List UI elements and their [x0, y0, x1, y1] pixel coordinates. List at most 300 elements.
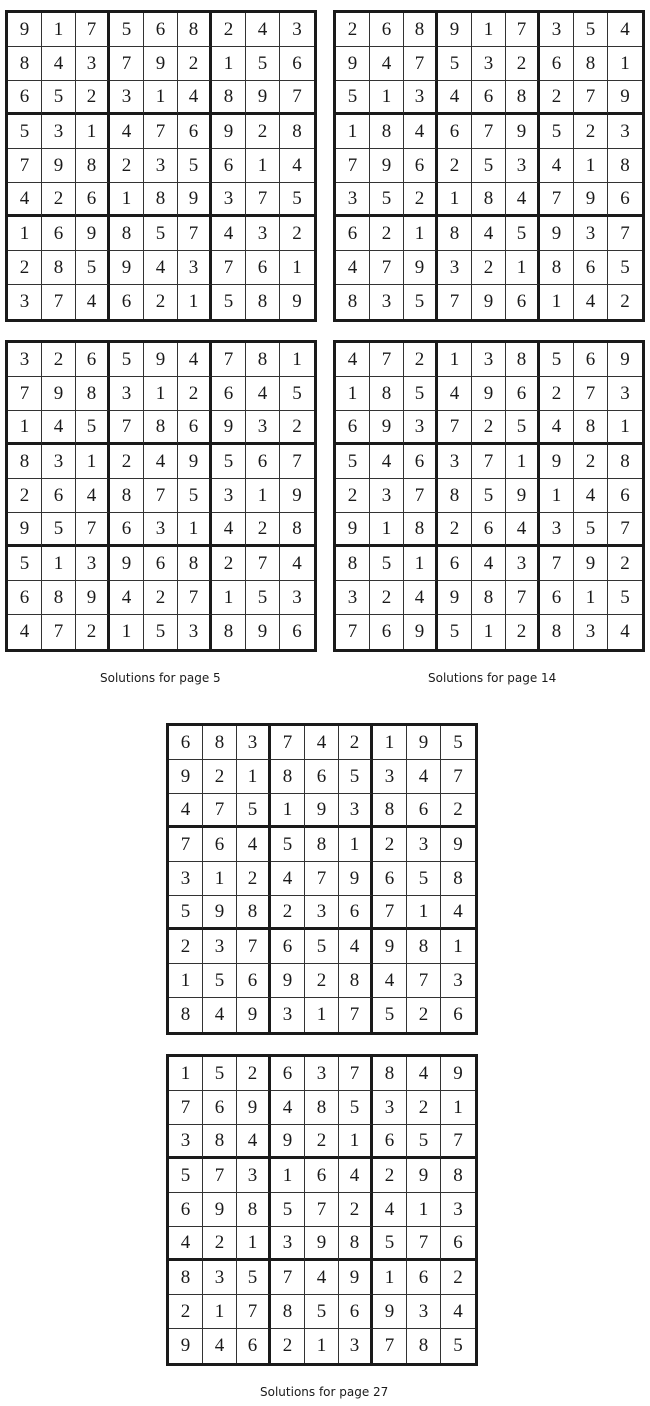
sudoku-cell: 6 [441, 1227, 475, 1261]
sudoku-cell: 3 [203, 930, 237, 964]
sudoku-cell: 5 [76, 411, 110, 445]
sudoku-cell: 6 [407, 1261, 441, 1295]
sudoku-cell: 7 [212, 251, 246, 285]
sudoku-cell: 8 [305, 828, 339, 862]
sudoku-cell: 5 [169, 1159, 203, 1193]
sudoku-cell: 7 [305, 862, 339, 896]
sudoku-cell: 3 [178, 251, 212, 285]
sudoku-cell: 2 [339, 726, 373, 760]
sudoku-cell: 7 [246, 547, 280, 581]
sudoku-cell: 9 [76, 581, 110, 615]
sudoku-cell: 1 [271, 1159, 305, 1193]
sudoku-cell: 4 [144, 445, 178, 479]
sudoku-cell: 5 [212, 285, 246, 319]
sudoku-cell: 5 [280, 183, 314, 217]
sudoku-cell: 8 [370, 115, 404, 149]
sudoku-cell: 3 [407, 1295, 441, 1329]
sudoku-cell: 9 [608, 343, 642, 377]
sudoku-cell: 1 [441, 930, 475, 964]
sudoku-cell: 5 [8, 547, 42, 581]
sudoku-cell: 6 [339, 896, 373, 930]
sudoku-cell: 3 [370, 285, 404, 319]
sudoku-cell: 7 [76, 13, 110, 47]
sudoku-cell: 4 [42, 47, 76, 81]
sudoku-cell: 3 [608, 115, 642, 149]
sudoku-cell: 5 [280, 377, 314, 411]
sudoku-cell: 3 [246, 217, 280, 251]
sudoku-cell: 9 [8, 513, 42, 547]
sudoku-cell: 9 [280, 479, 314, 513]
sudoku-cell: 1 [608, 47, 642, 81]
sudoku-cell: 5 [178, 149, 212, 183]
sudoku-cell: 6 [271, 1057, 305, 1091]
sudoku-cell: 9 [144, 343, 178, 377]
sudoku-cell: 1 [8, 411, 42, 445]
sudoku-cell: 4 [506, 513, 540, 547]
sudoku-cell: 2 [246, 513, 280, 547]
sudoku-cell: 2 [574, 115, 608, 149]
sudoku-cell: 9 [305, 1227, 339, 1261]
sudoku-cell: 3 [42, 445, 76, 479]
sudoku-cell: 5 [169, 896, 203, 930]
sudoku-cell: 2 [407, 998, 441, 1032]
sudoku-cell: 2 [76, 81, 110, 115]
sudoku-cell: 6 [472, 81, 506, 115]
sudoku-cell: 8 [280, 513, 314, 547]
sudoku-cell: 6 [203, 828, 237, 862]
sudoku-cell: 2 [203, 760, 237, 794]
sudoku-cell: 3 [339, 1329, 373, 1363]
sudoku-cell: 4 [212, 513, 246, 547]
sudoku-cell: 4 [305, 726, 339, 760]
sudoku-cell: 7 [305, 1193, 339, 1227]
sudoku-cell: 6 [246, 445, 280, 479]
sudoku-cell: 3 [540, 513, 574, 547]
sudoku-cell: 9 [339, 1261, 373, 1295]
sudoku-cell: 1 [506, 251, 540, 285]
sudoku-cell: 6 [144, 13, 178, 47]
sudoku-cell: 1 [441, 1091, 475, 1125]
sudoku-cell: 2 [178, 47, 212, 81]
sudoku-cell: 7 [540, 183, 574, 217]
sudoku-cell: 6 [8, 81, 42, 115]
sudoku-cell: 6 [237, 1329, 271, 1363]
sudoku-cell: 9 [42, 377, 76, 411]
sudoku-cell: 7 [472, 445, 506, 479]
sudoku-cell: 3 [608, 377, 642, 411]
sudoku-cell: 8 [110, 479, 144, 513]
sudoku-cell: 9 [574, 183, 608, 217]
sudoku-cell: 3 [574, 217, 608, 251]
sudoku-cell: 1 [370, 513, 404, 547]
sudoku-cell: 1 [246, 149, 280, 183]
sudoku-cell: 9 [608, 81, 642, 115]
sudoku-cell: 8 [237, 896, 271, 930]
sudoku-cell: 1 [76, 115, 110, 149]
sudoku-cell: 6 [407, 794, 441, 828]
sudoku-cell: 4 [620, 621, 630, 642]
sudoku-cell: 5 [271, 828, 305, 862]
sudoku-cell: 4 [540, 149, 574, 183]
sudoku-cell: 2 [540, 81, 574, 115]
sudoku-cell: 5 [203, 1057, 237, 1091]
sudoku-cell: 8 [336, 547, 370, 581]
sudoku-cell: 4 [404, 115, 438, 149]
sudoku-cell: 1 [438, 183, 472, 217]
sudoku-cell: 8 [441, 1159, 475, 1193]
sudoku-cell: 9 [339, 862, 373, 896]
sudoku-cell: 6 [110, 285, 144, 319]
sudoku-cell: 8 [608, 445, 642, 479]
sudoku-cell: 9 [237, 1091, 271, 1125]
sudoku-cell: 3 [169, 862, 203, 896]
sudoku-cell: 2 [203, 1227, 237, 1261]
sudoku-cell: 6 [178, 411, 212, 445]
sudoku-cell: 3 [574, 615, 608, 649]
sudoku-cell: 7 [144, 479, 178, 513]
sudoku-cell: 1 [203, 862, 237, 896]
sudoku-cell: 6 [305, 760, 339, 794]
sudoku-cell: 9 [203, 1193, 237, 1227]
sudoku-cell: 8 [339, 964, 373, 998]
sudoku-cell: 8 [441, 862, 475, 896]
sudoku-cell: 2 [472, 411, 506, 445]
sudoku-cell: 1 [178, 513, 212, 547]
sudoku-cell: 1 [404, 547, 438, 581]
sudoku-cell: 5 [212, 445, 246, 479]
sudoku-cell: 9 [246, 81, 280, 115]
sudoku-cell: 4 [472, 547, 506, 581]
sudoku-cell: 3 [110, 81, 144, 115]
sudoku-cell: 1 [305, 998, 339, 1032]
sudoku-cell: 7 [404, 47, 438, 81]
sudoku-cell: 3 [42, 115, 76, 149]
sudoku-cell: 3 [305, 896, 339, 930]
sudoku-cell: 4 [280, 547, 314, 581]
sudoku-cell: 8 [540, 251, 574, 285]
sudoku-cell: 4 [407, 1057, 441, 1091]
sudoku-cell: 1 [472, 13, 506, 47]
sudoku-cell: 8 [438, 479, 472, 513]
sudoku-cell: 2 [271, 1329, 305, 1363]
sudoku-solution-grid-1 [5, 10, 317, 322]
sudoku-cell: 1 [203, 1295, 237, 1329]
sudoku-cell: 6 [169, 726, 203, 760]
sudoku-cell: 2 [441, 1261, 475, 1295]
sudoku-cell: 5 [110, 13, 144, 47]
sudoku-cell: 8 [438, 217, 472, 251]
sudoku-cell: 5 [370, 183, 404, 217]
sudoku-cell: 8 [144, 183, 178, 217]
sudoku-cell: 7 [280, 445, 314, 479]
sudoku-cell: 1 [110, 615, 144, 649]
sudoku-cell: 8 [305, 1091, 339, 1125]
sudoku-cell: 8 [339, 1227, 373, 1261]
sudoku-cell: 2 [540, 377, 574, 411]
sudoku-cell: 4 [110, 115, 144, 149]
sudoku-cell: 2 [336, 13, 370, 47]
sudoku-cell: 3 [336, 581, 370, 615]
sudoku-cell: 8 [404, 13, 438, 47]
sudoku-cell: 9 [540, 217, 574, 251]
sudoku-cell: 5 [203, 964, 237, 998]
sudoku-cell: 6 [404, 149, 438, 183]
sudoku-cell: 7 [506, 13, 540, 47]
sudoku-cell: 2 [237, 862, 271, 896]
sudoku-cell: 6 [305, 1159, 339, 1193]
sudoku-cell: 9 [178, 183, 212, 217]
sudoku-cell: 8 [336, 285, 370, 319]
sudoku-cell: 4 [76, 479, 110, 513]
sudoku-cell: 4 [407, 760, 441, 794]
sudoku-cell: 4 [212, 217, 246, 251]
sudoku-cell: 1 [574, 149, 608, 183]
sudoku-cell: 4 [271, 1091, 305, 1125]
sudoku-cell: 7 [169, 828, 203, 862]
sudoku-cell: 4 [246, 377, 280, 411]
sudoku-cell: 7 [608, 217, 642, 251]
sudoku-cell: 5 [336, 445, 370, 479]
sudoku-cell: 3 [212, 479, 246, 513]
sudoku-cell: 5 [305, 1295, 339, 1329]
sudoku-cell: 8 [178, 13, 212, 47]
sudoku-cell: 2 [280, 217, 314, 251]
sudoku-cell: 5 [8, 115, 42, 149]
sudoku-cell: 1 [280, 251, 314, 285]
sudoku-cell: 2 [110, 445, 144, 479]
sudoku-solution-grid-5 [166, 723, 478, 1035]
sudoku-cell: 4 [506, 183, 540, 217]
sudoku-cell: 9 [370, 411, 404, 445]
sudoku-cell: 7 [237, 930, 271, 964]
sudoku-cell: 6 [212, 377, 246, 411]
sudoku-cell: 4 [441, 896, 475, 930]
sudoku-cell: 3 [280, 13, 314, 47]
sudoku-cell: 9 [370, 149, 404, 183]
sudoku-cell: 7 [271, 726, 305, 760]
sudoku-cell: 7 [441, 1125, 475, 1159]
sudoku-cell: 4 [203, 1329, 237, 1363]
sudoku-cell: 9 [472, 285, 506, 319]
sudoku-cell: 1 [169, 964, 203, 998]
sudoku-cell: 1 [212, 581, 246, 615]
sudoku-cell: 2 [169, 930, 203, 964]
sudoku-cell: 2 [246, 115, 280, 149]
sudoku-cell: 6 [144, 547, 178, 581]
sudoku-cell: 7 [280, 81, 314, 115]
sudoku-cell: 9 [110, 251, 144, 285]
sudoku-cell: 4 [237, 1125, 271, 1159]
sudoku-cell: 2 [506, 615, 540, 649]
sudoku-cell: 6 [339, 1295, 373, 1329]
sudoku-cell: 6 [76, 183, 110, 217]
sudoku-cell: 2 [8, 479, 42, 513]
sudoku-cell: 9 [246, 615, 280, 649]
sudoku-cell: 9 [169, 1329, 203, 1363]
sudoku-cell: 4 [42, 411, 76, 445]
sudoku-cell: 6 [540, 47, 574, 81]
sudoku-cell: 7 [608, 513, 642, 547]
sudoku-cell: 7 [438, 411, 472, 445]
sudoku-cell: 5 [336, 81, 370, 115]
sudoku-cell: 8 [608, 149, 642, 183]
sudoku-cell: 3 [212, 183, 246, 217]
sudoku-cell: 4 [438, 377, 472, 411]
sudoku-cell: 1 [212, 47, 246, 81]
sudoku-cell: 4 [280, 149, 314, 183]
sudoku-cell: 7 [76, 513, 110, 547]
sudoku-cell: 5 [438, 615, 472, 649]
sudoku-cell: 3 [169, 1125, 203, 1159]
sudoku-cell: 7 [339, 1057, 373, 1091]
sudoku-cell: 7 [407, 964, 441, 998]
sudoku-cell: 3 [76, 47, 110, 81]
sudoku-cell: 8 [246, 343, 280, 377]
sudoku-cell: 5 [540, 115, 574, 149]
sudoku-cell: 1 [144, 377, 178, 411]
sudoku-cell: 7 [42, 285, 76, 319]
sudoku-cell: 2 [169, 1295, 203, 1329]
sudoku-solution-grid-3 [5, 340, 317, 652]
sudoku-cell: 3 [178, 615, 212, 649]
sudoku-cell: 5 [246, 581, 280, 615]
sudoku-cell: 3 [370, 479, 404, 513]
sudoku-cell: 5 [144, 217, 178, 251]
sudoku-cell: 7 [212, 343, 246, 377]
sudoku-cell: 5 [438, 47, 472, 81]
sudoku-cell: 9 [441, 828, 475, 862]
sudoku-cell: 7 [336, 149, 370, 183]
sudoku-cell: 8 [407, 1329, 441, 1363]
sudoku-cell: 2 [574, 445, 608, 479]
sudoku-cell: 8 [203, 726, 237, 760]
sudoku-cell: 1 [339, 1125, 373, 1159]
sudoku-cell: 9 [336, 513, 370, 547]
sudoku-cell: 3 [305, 1057, 339, 1091]
sudoku-cell: 6 [76, 343, 110, 377]
sudoku-cell: 6 [438, 547, 472, 581]
sudoku-cell: 1 [280, 343, 314, 377]
sudoku-cell: 5 [178, 479, 212, 513]
sudoku-cell: 1 [237, 760, 271, 794]
sudoku-cell: 6 [212, 149, 246, 183]
sudoku-cell: 7 [373, 896, 407, 930]
sudoku-cell: 2 [608, 547, 642, 581]
sudoku-cell: 5 [144, 615, 178, 649]
sudoku-cell: 2 [370, 581, 404, 615]
sudoku-cell: 8 [574, 411, 608, 445]
sudoku-cell: 2 [404, 343, 438, 377]
sudoku-cell: 7 [169, 1091, 203, 1125]
sudoku-cell: 3 [8, 285, 42, 319]
sudoku-cell: 5 [540, 343, 574, 377]
sudoku-cell: 5 [453, 1335, 463, 1356]
sudoku-cell: 1 [404, 217, 438, 251]
sudoku-cell: 7 [8, 149, 42, 183]
sudoku-cell: 8 [76, 377, 110, 411]
sudoku-cell: 8 [472, 581, 506, 615]
sudoku-cell: 4 [370, 445, 404, 479]
sudoku-cell: 5 [305, 930, 339, 964]
sudoku-cell: 5 [574, 513, 608, 547]
sudoku-cell: 5 [339, 1091, 373, 1125]
sudoku-cell: 7 [246, 183, 280, 217]
sudoku-cell: 4 [305, 1261, 339, 1295]
sudoku-cell: 8 [506, 343, 540, 377]
caption-page-5: Solutions for page 5 [100, 671, 221, 685]
sudoku-cell: 8 [76, 149, 110, 183]
sudoku-cell: 6 [453, 1004, 463, 1025]
sudoku-cell: 9 [506, 115, 540, 149]
sudoku-cell: 6 [608, 479, 642, 513]
sudoku-cell: 5 [370, 547, 404, 581]
sudoku-cell: 6 [574, 343, 608, 377]
sudoku-cell: 7 [271, 1261, 305, 1295]
sudoku-cell: 4 [8, 615, 42, 649]
sudoku-cell: 7 [506, 581, 540, 615]
sudoku-cell: 8 [110, 217, 144, 251]
sudoku-cell: 7 [339, 998, 373, 1032]
sudoku-cell: 5 [506, 217, 540, 251]
sudoku-cell: 6 [373, 862, 407, 896]
sudoku-cell: 2 [404, 183, 438, 217]
sudoku-cell: 2 [178, 377, 212, 411]
sudoku-cell: 8 [370, 377, 404, 411]
sudoku-cell: 2 [144, 285, 178, 319]
sudoku-cell: 8 [404, 513, 438, 547]
sudoku-cell: 8 [407, 930, 441, 964]
sudoku-cell: 7 [178, 581, 212, 615]
sudoku-cell: 1 [407, 1193, 441, 1227]
sudoku-cell: 1 [178, 285, 212, 319]
sudoku-cell: 8 [246, 285, 280, 319]
sudoku-cell: 9 [271, 964, 305, 998]
sudoku-cell: 2 [339, 1193, 373, 1227]
sudoku-cell: 6 [237, 964, 271, 998]
sudoku-cell: 2 [271, 896, 305, 930]
sudoku-cell: 3 [280, 581, 314, 615]
sudoku-cell: 5 [404, 377, 438, 411]
sudoku-cell: 1 [246, 479, 280, 513]
sudoku-cell: 2 [212, 13, 246, 47]
sudoku-cell: 6 [8, 581, 42, 615]
sudoku-cell: 8 [144, 411, 178, 445]
sudoku-cell: 8 [212, 81, 246, 115]
sudoku-cell: 4 [271, 862, 305, 896]
sudoku-cell: 2 [42, 343, 76, 377]
sudoku-cell: 9 [203, 896, 237, 930]
sudoku-cell: 5 [339, 760, 373, 794]
sudoku-cell: 7 [144, 115, 178, 149]
sudoku-cell: 6 [608, 183, 642, 217]
sudoku-cell: 9 [373, 930, 407, 964]
sudoku-cell: 6 [292, 621, 302, 642]
sudoku-cell: 5 [246, 47, 280, 81]
sudoku-cell: 9 [212, 115, 246, 149]
sudoku-cell: 3 [540, 13, 574, 47]
sudoku-cell: 4 [169, 794, 203, 828]
sudoku-cell: 4 [472, 217, 506, 251]
sudoku-cell: 6 [42, 479, 76, 513]
sudoku-cell: 3 [472, 343, 506, 377]
sudoku-cell: 6 [271, 930, 305, 964]
sudoku-cell: 3 [203, 1261, 237, 1295]
sudoku-solution-grid-4 [333, 340, 645, 652]
sudoku-cell: 2 [438, 149, 472, 183]
sudoku-cell: 7 [178, 217, 212, 251]
sudoku-cell: 8 [203, 1125, 237, 1159]
sudoku-cell: 5 [42, 81, 76, 115]
